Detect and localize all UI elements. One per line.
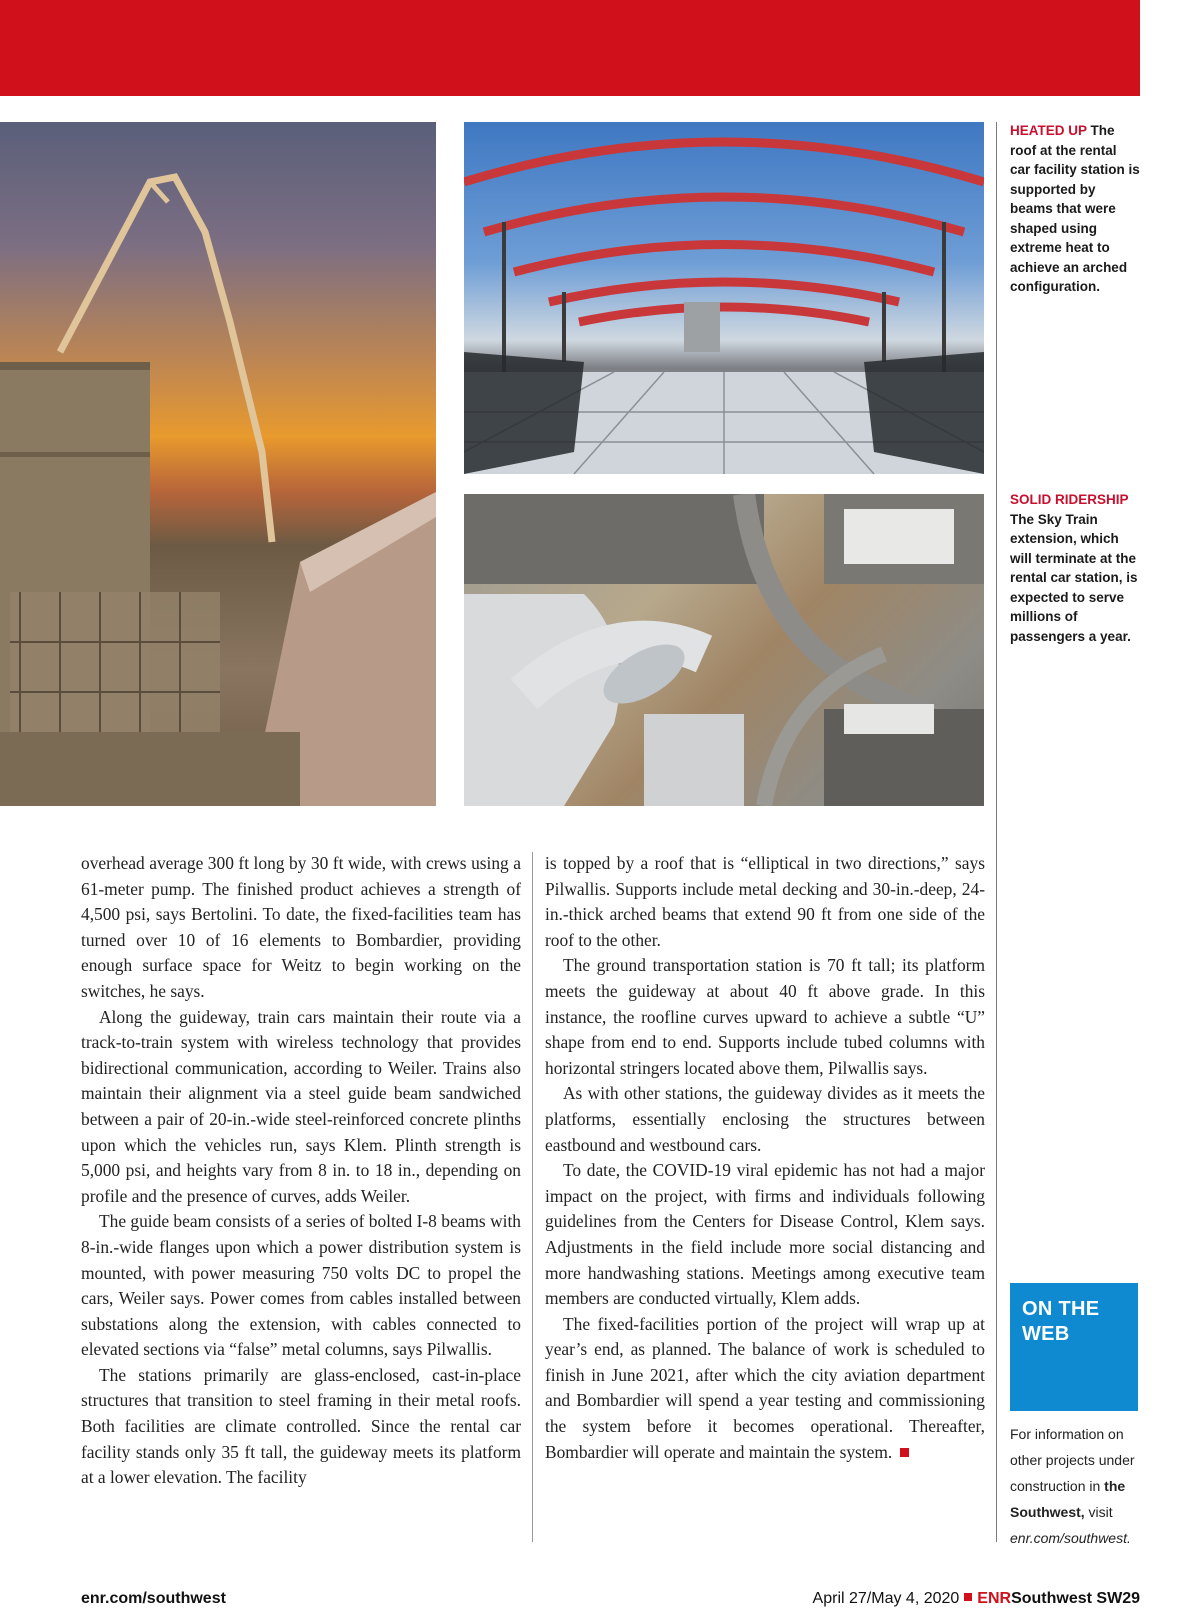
arched-roof-photo [464,122,984,474]
caption-text: The roof at the rental car facility station is supported by beams that were shaped using extreme heat to achieve an arched configuration. [1010,123,1140,294]
aerial-station-photo [464,494,984,806]
web-link[interactable]: enr.com/southwest. [1010,1530,1131,1546]
last-paragraph [545,1312,985,1466]
construction-sunset-photo [0,122,436,806]
sidebar-rule [996,122,997,1542]
caption-text: The Sky Train extension, which will terminate at the rental car station, is expected to serve millions of passengers a year. [1010,511,1138,644]
paragraph: The guide beam consists of a series of bolted I-8 beams with 8-in.-wide flanges upon which a power distribution system is mounted, with power measuring 750 volts DC to propel the cars, Weiler says. Power comes from cables installed between substations along the extension, with cables connected to elevated sections via “false” metal columns, says Pilwallis. [81,1211,521,1360]
footer-folio [813,1590,1140,1608]
article-column-left [81,851,521,1491]
paragraph: The stations primarily are glass-enclosed, cast-in-place structures that transition to steel framing in their metal roofs. Both facilities are climate controlled. Since the rental car facility stands only 35 ft tall, the guideway meets its platform at a lower elevation. The facility [81,1364,521,1488]
web-text-visit: visit [1084,1504,1113,1520]
paragraph: To date, the COVID-19 viral epidemic has not had a major impact on the project, with firms and individuals following guidelines from the Centers for Disease Control, Klem says. Adjustments in the field include more social distancing and more handwashing stations. Meetings among executive team members are conducted virtually, Klem adds. [545,1160,985,1309]
paragraph: As with other stations, the guideway divides as it meets the platforms, essentially enclosing the structures between eastbound and westbound cars. [545,1083,985,1155]
paragraph: overhead average 300 ft long by 30 ft wide, with crews using a 61-meter pump. The finished product achieves a strength of 4,500 psi, says Bertolini. To date, the fixed-facilities team has turned over 10 of 16 elements to Bombardier, providing enough surface space for Weitz to begin working on the switches, he says. [81,853,521,1001]
caption-heated-up [1010,121,1140,297]
column-divider [532,852,533,1542]
footer-url: enr.com/southwest [81,1590,226,1607]
caption-heading: SOLID RIDERSHIP [1010,492,1129,507]
paragraph: Along the guideway, train cars maintain their route via a track-to-train system with wireless technology that provides bidirectional communication, according to Weiler. Trains also maintain their alignment via a steel guide beam sandwiched between a pair of 20-in.-wide steel-reinforced concrete plinths upon which the vehicles run, says Klem. Plinth strength is 5,000 psi, and heights vary from 8 in. to 18 in., depending on profile and the presence of curves, adds Weiler. [81,1006,521,1206]
footer-section: Southwest [1011,1590,1092,1607]
footer-page-number: SW29 [1096,1590,1140,1607]
footer-date: April 27/May 4, 2020 [812,1590,960,1607]
paragraph-text: The fixed-facilities portion of the project will wrap up at year’s end, as planned. The balance of work is scheduled to finish in June 2021, after which the city aviation department and Bombardier will spend a year testing and commissioning the system before it becomes operational. Thereafter, Bombardier will operate and maintain the system. [545,1313,985,1462]
web-text-bold: the Southwest, [1010,1478,1126,1520]
web-text-intro: For information on other projects under construction in [1010,1426,1135,1494]
end-of-story-icon [900,1448,909,1457]
paragraph: is topped by a roof that is “elliptical in two directions,” says Pilwallis. Supports include metal decking and 30-in.-deep, 24-in.-thick arched beams that extend 90 ft from one side of the roof to the other. [545,853,985,950]
caption-heading: HEATED UP [1010,123,1087,138]
article-column-right [545,851,985,1465]
on-the-web-box [1010,1283,1138,1411]
footer-brand: ENR [977,1590,1012,1607]
paragraph: The ground transportation station is 70 ft tall; its platform meets the guideway at about 40 ft above grade. In this instance, the roofline curves upward to achieve a subtle “U” shape from end to end. Supports include tubed columns with horizontal stringers located above them, Pilwallis says. [545,955,985,1078]
on-the-web-text [1010,1421,1142,1551]
header-red-band [0,0,1140,96]
on-the-web-title: ON THE WEB [1022,1298,1100,1345]
caption-solid-ridership [1010,490,1140,646]
